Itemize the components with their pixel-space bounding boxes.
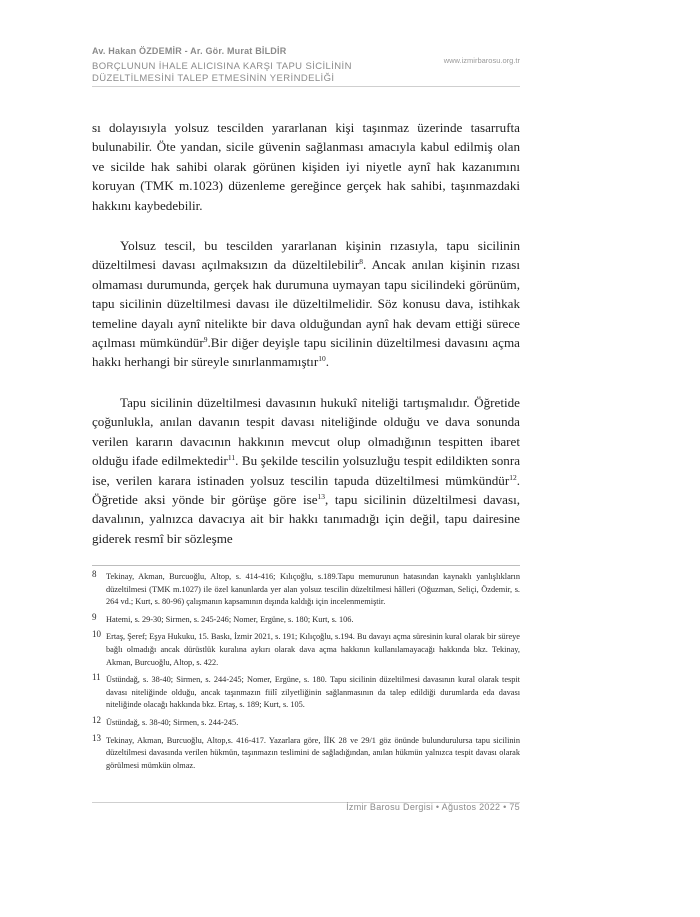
footnote-number: 11 — [92, 672, 101, 683]
header-article-title — [92, 61, 352, 85]
footnote-ref-13[interactable]: 13 — [317, 491, 326, 501]
footnote-text: Üstündağ, s. 38-40; Sirmen, s. 244-245. — [106, 717, 239, 727]
header-title-line-1: BORÇLUNUN İHALE ALICISINA KARŞI TAPU SİCİLİNİN — [92, 61, 352, 72]
header-url: www.izmirbarosu.org.tr — [443, 56, 520, 65]
header-title-line-2: DÜZELTİLMESİNİ TALEP ETMESİNİN YERİNDELİĞİ — [92, 73, 335, 84]
paragraph-2-text-a: Yolsuz tescil, bu tescilden yararlanan kişinin rızasıyla, tapu sicilinin düzeltilmesi davası açılmaksızın da düzeltilebilir — [92, 238, 520, 273]
paragraph-3-text-d: , tapu sicilinin düzeltilmesi davası, davalının, yalnızca davacıya ait bir hakkı tanımadığı için değil, tapu dairesine giderek resmî bir sözleşme — [92, 491, 520, 546]
footnote-number: 12 — [92, 714, 101, 725]
paragraph-2 — [92, 236, 520, 372]
paragraph-3 — [92, 393, 520, 548]
footnote-divider — [92, 565, 520, 566]
main-text — [92, 118, 520, 569]
footnote-number: 8 — [92, 569, 97, 579]
footnote — [92, 631, 520, 669]
footnote — [92, 611, 520, 627]
footnote — [92, 732, 520, 773]
footnote-ref-11[interactable]: 11 — [227, 453, 236, 463]
footnote — [92, 674, 520, 712]
paragraph-2-text-c: .Bir diğer deyişle tapu sicilinin düzeltilmesi davasını açma hakkı herhangi bir süreyle sınırlanmamıştır — [92, 335, 520, 370]
paragraph-3-text-a: Tapu sicilinin düzeltilmesi davasının hukukî niteliği tartışmalıdır. Öğretide çoğunlukla, anılan davanın tespit davası niteliğinde olduğu ve dava sonunda verilen kararın davacının hakkının mevcut olup olmadığının tespitten ibaret olduğu ifade edilmektedir — [92, 394, 520, 469]
paragraph-2-text-d: . — [325, 354, 329, 370]
footnote-ref-8[interactable]: 8 — [359, 257, 363, 267]
footnote — [92, 571, 520, 609]
footnotes — [92, 571, 520, 777]
footnote-ref-12[interactable]: 12 — [509, 472, 517, 482]
footer-journal-info: İzmir Barosu Dergisi • Ağustos 2022 • 75 — [346, 802, 520, 812]
header-authors: Av. Hakan ÖZDEMİR - Ar. Gör. Murat BİLDİR — [92, 46, 287, 56]
footnote-text: Tekinay, Akman, Burcuoğlu, Altop, s. 414-416; Kılıçoğlu, s.189.Tapu memurunun hatasından kaynaklı yanlışlıkların düzeltilmesi (TMK m.1027) ile özel kanunlarda yer alan yolsuz tescilin düzeltilmesi hâlleri (Oğuzman, Seliçi, Özdemir, s. 264 vd.; Kurt, s. 80-96) çalışmanın kapsamının dışında kaldığı için incelenmemiştir. — [106, 572, 520, 607]
footnote-text: Ertaş, Şeref; Eşya Hukuku, 15. Baskı, İzmir 2021, s. 191; Kılıçoğlu, s.194. Bu davayı açma süresinin kural olarak bir süreye bağlı olmadığı ancak dürüstlük kuralına aykırı olarak dava açma hakkının kullanılamayacağı hakkında bkz. Tekinay, Akman, Burcuoğlu, Altop, s. 422. — [106, 632, 520, 667]
header-divider — [92, 86, 520, 87]
paragraph-2-text-b: . Ancak anılan kişinin rızası olmaması durumunda, gerçek hak durumuna uymayan tapu sicilindeki görünüm, tapu sicilinin düzeltilmesi davası ile düzeltilmelidir. Söz konusu dava, istihkak temeline dayalı aynî nitelikte bir dava olduğundan aynî hak devam ettiği sürece açılması mümkündür — [92, 257, 520, 351]
footnote-number: 13 — [92, 732, 101, 743]
footnote-text: Tekinay, Akman, Burcuoğlu, Altop,s. 416-417. Yazarlara göre, İİK 28 ve 29/1 göz önünde bulundurulursa tapu sicilinin düzeltilmesi davasında verilen hükmün, taşınmazın teslimini de sağladığından, anılan hükmün yalnızca tespit davası olarak görülmesi mümkün olmaz. — [106, 735, 520, 770]
paragraph-3-text-c: . Öğretide aksi yönde bir görüşe göre ise — [92, 472, 520, 507]
paragraph-3-text-b: . Bu şekilde tescilin yolsuzluğu tespit edildikten sonra ise, verilen karara istinaden yolsuz tescilin tapuda düzeltilmesi mümkündür — [92, 453, 520, 488]
footnote-number: 9 — [92, 611, 97, 622]
footnote-text: Hatemi, s. 29-30; Sirmen, s. 245-246; Nomer, Ergüne, s. 180; Kurt, s. 106. — [106, 614, 354, 624]
footnote-ref-9[interactable]: 9 — [203, 335, 208, 345]
footnote — [92, 714, 520, 730]
footnote-text: Üstündağ, s. 38-40; Sirmen, s. 244-245; Nomer, Ergüne, s. 180. Tapu sicilinin düzeltilmesi davasının kural olarak tespit davası niteliğinde olduğu, ancak taşınmazın fiilî zilyetliğinin sağlanmasının da talep edildiği durumlarda eda davası niteliğinde olacağı hakkında bkz. Ertaş, s. 189; Kurt, s. 105. — [106, 675, 520, 710]
footnote-number: 10 — [92, 629, 101, 640]
footnote-ref-10[interactable]: 10 — [318, 354, 326, 364]
paragraph-1: sı dolayısıyla yolsuz tescilden yararlanan kişi taşınmaz üzerinde tasarrufta bulunabilir. Öte yandan, sicile güvenin sağlanması amacıyla kabul edilmiş olan ve sicilde hak sahibi olarak görünen kişiden iyi niyetle aynî hak kazanımını koruyan (TMK m.1023) düzenleme gereğince gerçek hak sahibi, taşınmazdaki hakkını kaybedebilir. — [92, 120, 520, 213]
